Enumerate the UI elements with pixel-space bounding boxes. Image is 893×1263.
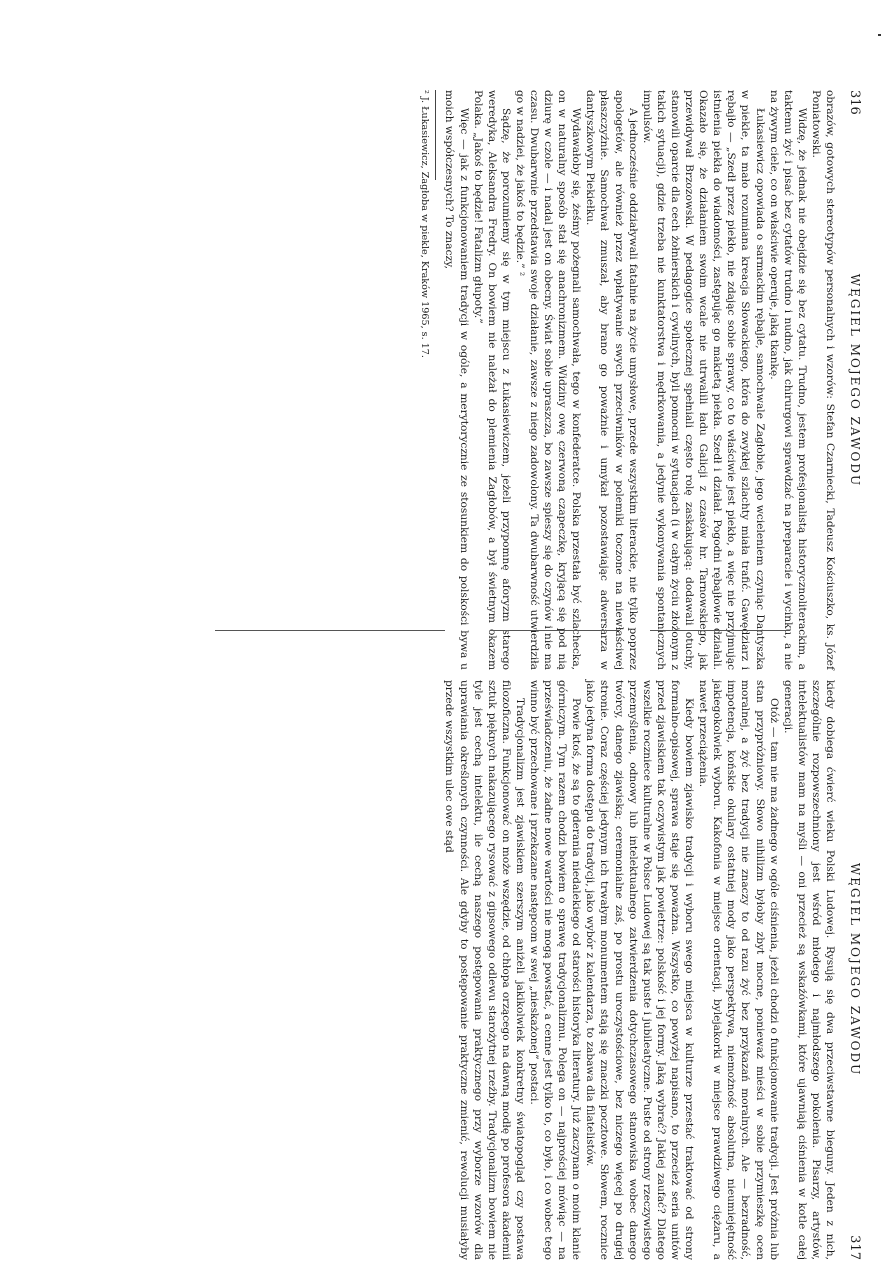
page-fold-line	[490, 630, 620, 631]
paragraph: kiedy dobiega ćwierć wieku Polski Ludowej. Rysują się dwa przeciwstawne bieguny. Jeden z nich, szczególnie rozpowszechniony jest wśród młodego i najmłodszego pokolenia. Pisarzy, artystów, intelektualistów mam na myśli — oni przecież są wskaźówkami, które ujawniają ciśnienia w kotle całej generacji.	[781, 680, 836, 1260]
paragraph: Powie ktoś, że są to gderania niedalekiego od starości historyka literatury. Już zaczynam o moim klanie górniczym. Tym razem chodzi bowiem o sprawę tradycjonalizmu. Polega on — najprościej mówiąc — na przeświadczeniu, że żadne nowe wartości nie mogą powstać, a cenne jest tylko to, co było, i co wobec tego winno być przechowane i przekazane następcom w swej „nieskażonej” postaci.	[528, 680, 583, 1260]
page-number: 317	[847, 1235, 862, 1260]
paragraph: Tradycjonalizm jest zjawiskiem szerszym aniżeli jakikolwiek konkretny światopogląd czy postawa filozoficzna. Funkcjonować on może wszędzie, od chłopa orzącego na dawną modłę po profesora akademii sztuk pięknych nakazującego rysować z gipsowego odlewu starożytnej rzeźby. Tradycjonalizm bowiem nie tyle jest cechą intelektu, ile cechą naszego postępowania praktycznego przy wyborze wzorów dla uprawiania określonych czynności. Ale gdyby to postępowanie praktyczne zmienić, rewolucji musiałyby przede wszystkim ulec owe stąd	[443, 680, 526, 1260]
paragraph: A jednocześnie oddziaływali fatalnie na życie umysłowe, przede wszystkim literackie, nie tylko poprzez apologetów, ale również przez wpłatywanie swych przeciwników w polemiki toczone na niewłaściwej płaszczyźnie. Samochwał zmuszał, aby brano go poważnie i umykał pozostawiając adwersarza w dantyszkowym Piekiełku.	[584, 90, 639, 670]
paragraph: obrazów, gotowych stereotypów personalnych i wzorów: Stefan Czarniecki, Tadeusz Kościuszko, ks. Józef Poniatowski.	[809, 90, 836, 670]
paragraph: Sądzę, że porozumiemy się w tym miejscu z Łukasiewiczem, jeżeli przypomnę aforyzm starego weredyka, Aleksandra Fredry. On bowiem nie należał do plemienia Zagłobów, a był świetnym okazem Polaka. „Jakoś to będzie! Fatalizm głupoty.”	[471, 90, 512, 670]
paragraph: Łukasiewicz opowiada o sarmackim rębajle, samochwale Zagłobie, jego wcieleniem czyniąc Dantyszka w piekle, ta mało rozumiana kreacja Słowackiego, która do zwykłej szlachty miała trafić. Gawędziarz i rębajło — „Szedł przez piekło, nie zdając sobie sprawy, co to właściwie jest piekło, a więc nie przyjmując istnienia piekła do wiadomości, zastępując go makietą piekła. Szedł i działał. Pogodni rębajłowie działali. Okazało się, że działaniem swoim wcale nie utrwalili ładu Galicji z czasów hr. Tarnowskiego, jak przewidywał Brzozowski. W pedagogice społecznej spełniali często rolę zaskakującą: dodawali otuchy, stanowili oparcie dla cech żołnierskich i cywilnych, byli pomocni w sytuacjach (i w całym życiu złożonym z takich sytuacji), gdzie trzeba nie kunktatorstwa i mędrkowania, a jedynie wykonywania spontanicznych impulsów.	[640, 90, 766, 670]
footnote-rule	[435, 90, 436, 180]
paragraph: Widzę, że jednak nie obejdzie się bez cytatu. Trudno, jestem profesjonalistą historycznoliterackim, a taktemu żyć i pisać bez cytatów trudno i nudno, jak chirurgowi sprawdzać na preparacie i wycinku, a nie na żywym ciele, co on właściwie operuje, jaką tkankę.	[767, 90, 808, 670]
page-316-header	[847, 90, 862, 670]
page-fold-line	[650, 630, 790, 631]
page-number: 316	[847, 90, 862, 115]
page-317	[442, 680, 862, 1260]
page-fold-line	[215, 630, 445, 631]
footnote: ² J. Łukasiewicz, Zagłoba w piekle, Kraków 1965, s. 17.	[419, 90, 431, 358]
running-head: WĘGIEL MOJEGO ZAWODU	[848, 273, 862, 488]
page-317-body	[442, 680, 837, 1260]
page-316-body	[442, 90, 837, 670]
paragraph: Więc — jak z funkcjonowaniem tradycji w ogóle, a merytorycznie ze stosunkiem do polskości bywa u moich współczesnych? To znaczy,	[443, 90, 470, 670]
scan-speck	[878, 34, 881, 36]
running-head: WĘGIEL MOJEGO ZAWODU	[848, 862, 862, 1077]
page-317-header	[847, 680, 862, 1260]
page-316	[418, 90, 862, 670]
paragraph: Otóż — tam nie ma żadnego w ogóle ciśnienia, jeżeli chodzi o funkcjonowanie tradycji. Jest próżnia lub stan przypróżniowy. Słowo nihilizm byłoby zbyt mocne, ponieważ mieści w sobie przymieszkę ocen moralnej, a żyć bez tradycji nie znaczy to od razu żyć bez przykazań moralnych. Ale — bezradność, impotencja, końskie okulary ostatniej mody jako perspektywa, niemożność absolutna, nieumiejętność jakiegokolwiek wyboru. Kakofonia w miejsce orientacji, bylejakorki w miejsce prawdziwego ciężaru, a nawet przeciążenia.	[697, 680, 780, 1260]
paragraph: Kiedy bowiem zjawisko tradycji i wyboru swego miejsca w kulturze przestać traktować od strony formalno-opisowej, sprawa staje się poważna. Wszystko, co powyżej napisano, to przecież seria unitów przed zjawiskiem tak oczywistym jak powietrze: polskość i jej formy. Jaką wybrać? Jakiej zaufać? Dlatego wszelkie roczniece kulturalne w Polsce Ludowej są tak puste i jubileatyczne. Puste od strony rzeczywistego przemyślenia, odnowy lub intelektualnego zatwierdzenia dotychczasowego stanowiska wobec danego twórcy, danego zjawiska; ceremonialne zaś, po prostu uroczystościowe, bez niczego więcej po drugiej stronie. Coraz częściej jedynym ich trwałym monumentem stają się znaczki pocztowe. Słowem, rocznice jako jedyna forma dostępu do tradycji, jako wybór z kalendarza, to zabawa dla filatelistów.	[584, 680, 696, 1260]
paragraph: Wydawałoby się, żeśmy pożegnali samochwała, tego w konfederatce. Polska przestała być szlachecka, on w naturalny sposób stał się anachronizmem. Widziny owę czerwoną czapeczkę, kryjącą się pod nią dziurę w czole — i nadal jest on obecny. Świat sobie upraszcza, bo zawsze spieszy się do czynów i nie ma czasu. Dwubarwnie przedstawia swoje działanie, zawsze z niego zadowolony. Ta dwubarwność utwierdziła go w nadziei, że jakoś to będzie.” ²	[513, 90, 583, 670]
